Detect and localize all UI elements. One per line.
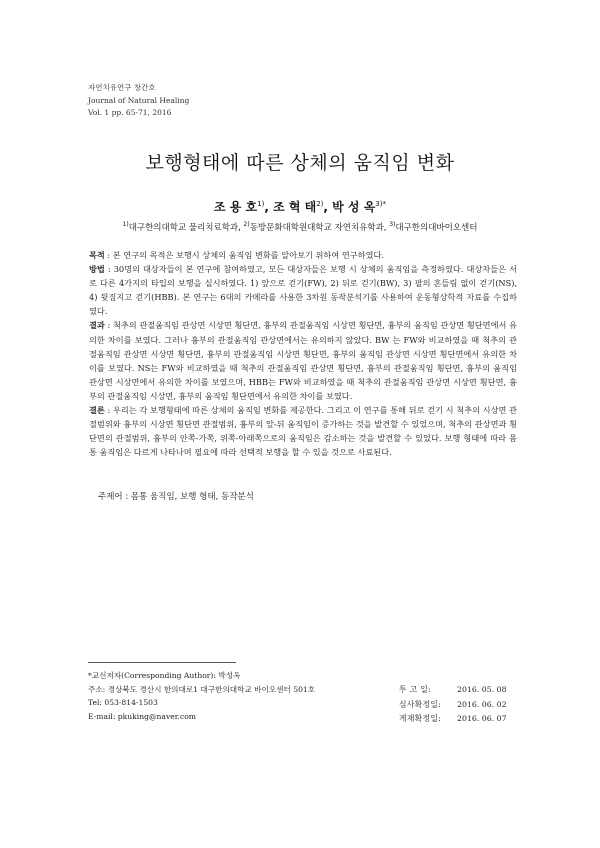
date-row: [399, 683, 507, 698]
purpose-label: 목적: [89, 250, 105, 260]
author-name: 박 성 옥: [332, 200, 376, 214]
result-text: : 척추의 관절움직임 관상면 시상면 횡단면, 흉부의 관절움직임 시상면 횡단면, 흉부의 움직임 관상면 횡단면에서 유의한 차이를 보였다. 그러나 흉부의 관절움직임 관상면에서는 유의하지 않았다. BW 는 FW와 비교하였을 때 척추의 관절움직임 관상면 시상면 횡단면, 흉부의 관절움직임 시상면 횡단면, 흉부의 움직임 관상면 시상면 횡단면에서 유의한 차이를 보였다. NS는 FW와 비교하였을 때 척추의 관절움직임 관상면 횡단면, 흉부의 관절움직임 횡단면, 흉부의 움직임 관상면 시상면에서 유의한 차이를 보였으며, HBB는 FW와 비교하였을 때 척추의 관절움직임 관상면 시상면 횡단면, 흉부의 관절움직임 시상면, 흉부의 움직임 횡단면에서 유의한 차이를 보였다.: [89, 320, 517, 401]
date-label: 투 고 일:: [399, 685, 431, 694]
method-label: 방법: [89, 264, 105, 275]
date-row: [399, 698, 507, 713]
paper-title: 보행형태에 따른 상체의 움직임 변화: [145, 152, 455, 174]
abstract-purpose: [89, 248, 517, 262]
date-value: 2016. 06. 02: [457, 699, 507, 709]
method-text: : 30명의 대상자들이 본 연구에 참여하였고, 모든 대상자들은 보행 시 상체의 움직임을 측정하였다. 대상자들은 서로 다른 4가지의 타입의 보행을 실시하였다. 1) 앞으로 걷기(FW), 2) 뒤로 걷기(BW), 3) 팔의 흔들림 없이 걷기(NS), 4) 뒷짐지고 걷기(HBB). 본 연구는 6대의 카메라를 사용한 3차원 동작분석기를 사용하여 운동형상학적 자료를 수집하였다.: [89, 264, 517, 317]
author-name: 조 혁 태: [273, 200, 317, 214]
affiliation-name: 대구한의대바이오센터: [395, 223, 478, 233]
author-separator: ,: [264, 200, 269, 214]
author-mark: 3)*: [375, 200, 386, 208]
purpose-text: : 본 연구의 목적은 보행시 상체의 움직임 변화를 알아보기 위하여 연구하였다.: [104, 250, 385, 260]
affiliation-mark: 2): [243, 221, 250, 229]
date-label: 심사확정일:: [399, 699, 442, 709]
affiliation-name: 대구한의대학교 물리치료학과,: [128, 223, 241, 233]
conclusion-label: 결론: [89, 405, 105, 416]
corresponding-author: *교신저자(Corresponding Author): 박성옥: [88, 671, 241, 680]
author-separator: ,: [323, 200, 328, 214]
affiliation-name: 동방문화대학원대학교 자연치유학과,: [249, 223, 387, 233]
correspondence-footnote: [88, 669, 315, 723]
affiliation-mark: 1): [122, 221, 129, 229]
affiliation-list: [0, 221, 600, 233]
corresponding-phone: Tel: 053-814-1503: [88, 698, 158, 707]
affiliation-mark: 3): [389, 221, 396, 229]
date-row: [399, 712, 507, 727]
journal-volume: Vol. 1 pp. 65-71, 2016: [88, 108, 172, 117]
journal-info: [88, 82, 189, 120]
abstract: [89, 248, 517, 459]
footnote-divider: [88, 662, 236, 663]
author-list: [0, 198, 600, 215]
journal-korean-name: 자연치유연구 창간호: [88, 83, 156, 92]
author-name: 조 용 호: [214, 200, 258, 214]
abstract-method: [89, 262, 517, 318]
author-mark: 2): [316, 200, 324, 208]
date-value: 2016. 06. 07: [457, 714, 507, 723]
conclusion-text: : 우리는 각 보행형태에 따른 상체의 움직임 변화를 제공한다. 그리고 이 연구를 통해 뒤로 걷기 시 척추의 시상면 관절범위와 흉부의 시상면 횡단면 관절범위, 흉부의 앞-뒤 움직임이 증가하는 것을 발견할 수 있었으며, 척추의 관상면과 횡단면의 관절범위, 흉부의 안쪽-가쪽, 위쪽-아래쪽으로의 움직임은 감소하는 것을 발견할 수 있었다. 보행 형태에 따라 몸통 움직임은 다르게 나타나며 필요에 따라 선택적 보행을 할 수 있을 것으로 사료된다.: [89, 405, 517, 458]
submission-dates: [399, 683, 507, 727]
abstract-result: [89, 318, 517, 403]
author-mark: 1): [257, 200, 265, 208]
abstract-conclusion: [89, 403, 517, 459]
corresponding-address: 주소: 경상북도 경산시 한의대로1 대구한의대학교 바이오센터 501호: [88, 684, 316, 694]
result-label: 결과: [89, 320, 105, 331]
keywords: 주제어 : 몸통 움직임, 보행 형태, 동작분석: [98, 492, 254, 502]
date-label: 게재확정일:: [399, 714, 442, 723]
journal-english-name: Journal of Natural Healing: [88, 95, 190, 105]
corresponding-email: E-mail: pkuking@naver.com: [88, 711, 196, 721]
date-value: 2016. 05. 08: [457, 685, 507, 694]
